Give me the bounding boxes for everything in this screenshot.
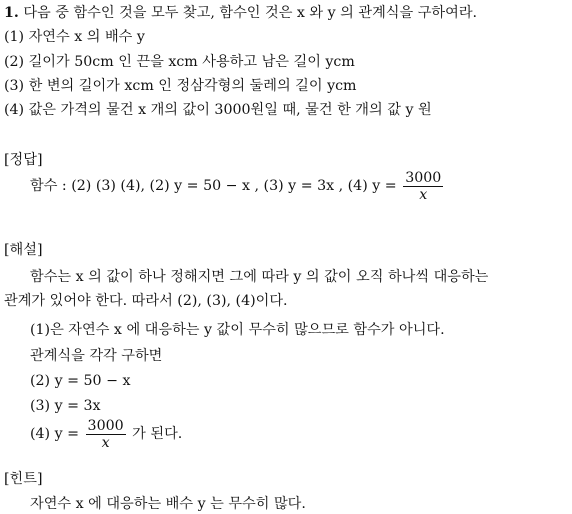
- explanation-line-3: (1)은 자연수 x 에 대응하는 y 값이 무수히 많으므로 함수가 아니다.: [30, 322, 445, 338]
- explanation-fraction-numerator: 3000: [87, 417, 124, 434]
- explanation-header: [해설]: [4, 242, 43, 258]
- answer-line: [30, 166, 445, 206]
- answer-fraction-denominator: x: [419, 186, 428, 203]
- explanation-fraction-denominator: x: [101, 434, 110, 451]
- answer-fraction: [403, 170, 443, 203]
- question-text: 다음 중 함수인 것을 모두 찾고, 함수인 것은 x 와 y 의 관계식을 구하여라.: [23, 5, 478, 21]
- item-3: (3) 한 변의 길이가 xcm 인 정삼각형의 둘레의 길이 ycm: [4, 78, 357, 94]
- answer-fraction-numerator: 3000: [405, 169, 442, 186]
- explanation-line-7-prefix: (4) y =: [30, 426, 80, 442]
- item-1: (1) 자연수 x 의 배수 y: [4, 29, 145, 45]
- hint-text: 자연수 x 에 대응하는 배수 y 는 무수히 많다.: [30, 496, 306, 512]
- item-4: (4) 값은 가격의 물건 x 개의 값이 3000원일 때, 물건 한 개의 값 y 원: [4, 102, 432, 118]
- problem-question: [4, 4, 477, 22]
- explanation-line-1: 함수는 x 의 값이 하나 정해지면 그에 따라 y 의 값이 오직 하나씩 대응하는: [30, 269, 489, 285]
- answer-header: [정답]: [4, 152, 43, 168]
- explanation-line-4: 관계식을 각각 구하면: [30, 348, 163, 364]
- explanation-line-7: [30, 414, 182, 454]
- problem-number: 1.: [4, 5, 19, 21]
- explanation-line-2: 관계가 있어야 한다. 따라서 (2), (3), (4)이다.: [4, 293, 288, 309]
- explanation-fraction: [86, 418, 126, 451]
- answer-text: 함수 : (2) (3) (4), (2) y = 50 − x , (3) y = 3x , (4) y =: [30, 178, 397, 194]
- hint-header: [힌트]: [4, 471, 43, 487]
- explanation-line-7-suffix: 가 된다.: [132, 426, 183, 442]
- explanation-line-6: (3) y = 3x: [30, 398, 101, 414]
- explanation-line-5: (2) y = 50 − x: [30, 373, 131, 389]
- item-2: (2) 길이가 50cm 인 끈을 xcm 사용하고 남은 길이 ycm: [4, 54, 355, 70]
